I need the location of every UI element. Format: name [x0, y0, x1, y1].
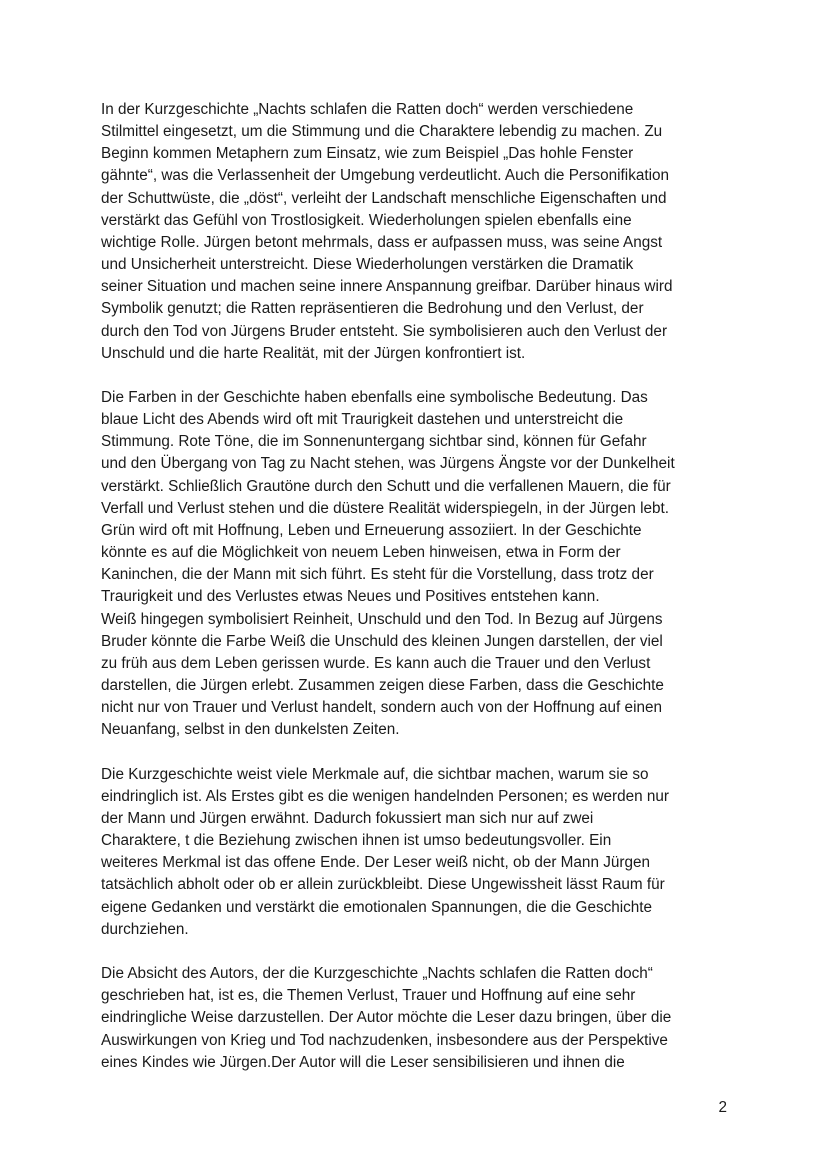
paragraph-merkmale: Die Kurzgeschichte weist viele Merkmale auf, die sichtbar machen, warum sie so eindringlich ist. Als Erstes gibt es die wenigen handelnden Personen; es werden nur der Mann und Jürgen erwähnt. Dadurch fokussiert man sich nur auf zwei Charaktere, t die Beziehung zwischen ihnen ist umso bedeutungsvoller. Ein weiteres Merkmal ist das offene Ende. Der Leser weiß nicht, ob der Mann Jürgen tatsächlich abholt oder ob er allein zurückbleibt. Diese Ungewissheit lässt Raum für eigene Gedanken und verstärkt die emotionalen Spannungen, die die Geschichte durchziehen. [101, 765, 670, 938]
paragraph-stilmittel: In der Kurzgeschichte „Nachts schlafen die Ratten doch“ werden verschiedene Stilmittel eingesetzt, um die Stimmung und die Charaktere lebendig zu machen. Zu Beginn kommen Metaphern zum Einsatz, wie zum Beispiel „Das hohle Fenster gähnte“, was die Verlassenheit der Umgebung verdeutlicht. Auch die Personifikation der Schuttwüste, die „döst“, verleiht der Landschaft menschliche Eigenschaften und verstärkt das Gefühl von Trostlosigkeit. Wiederholungen spielen ebenfalls eine wichtige Rolle. Jürgen betont mehrmals, dass er aufpassen muss, was seine Angst und Unsicherheit unterstreicht. Diese Wiederholungen verstärken die Dramatik seiner Situation und machen seine innere Anspannung greifbar. Darüber hinaus wird Symbolik genutzt; die Ratten repräsentieren die Bedrohung und den Verlust, der durch den Tod von Jürgens Bruder entsteht. Sie symbolisieren auch den Verlust der Unschuld und die harte Realität, mit der Jürgen konfrontiert ist. [101, 101, 673, 362]
paragraph-farben: Die Farben in der Geschichte haben ebenfalls eine symbolische Bedeutung. Das blaue Licht des Abends wird oft mit Traurigkeit dastehen und unterstreicht die Stimmung. Rote Töne, die im Sonnenuntergang sichtbar sind, können für Gefahr und den Übergang von Tag zu Nacht stehen, was Jürgens Ängste vor der Dunkelheit verstärkt. Schließlich Grautöne durch den Schutt und die verfallenen Mauern, die für Verfall und Verlust stehen und die düstere Realität widerspiegeln, in der Jürgen lebt. Grün wird oft mit Hoffnung, Leben und Erneuerung assoziiert. In der Geschichte könnte es auf die Möglichkeit von neuem Leben hinweisen, etwa in Form der Kaninchen, die der Mann mit sich führt. Es steht für die Vorstellung, dass trotz der Traurigkeit und des Verlustes etwas Neues und Positives entstehen kann. Weiß hingegen symbolisiert Reinheit, Unschuld und den Tod. In Bezug auf Jürgens Bruder könnte die Farbe Weiß die Unschuld des kleinen Jungen darstellen, der viel zu früh aus dem Leben gerissen wurde. Es kann auch die Trauer und den Verlust darstellen, die Jürgen erlebt. Zusammen zeigen diese Farben, dass die Geschichte nicht nur von Trauer und Verlust handelt, sondern auch von der Hoffnung auf einen Neuanfang, selbst in den dunkelsten Zeiten. [101, 389, 675, 739]
page-number: 2 [718, 1099, 727, 1116]
paragraph-absicht: Die Absicht des Autors, der die Kurzgeschichte „Nachts schlafen die Ratten doch“ geschrieben hat, ist es, die Themen Verlust, Trauer und Hoffnung auf eine sehr eindringliche Weise darzustellen. Der Autor möchte die Leser dazu bringen, über die Auswirkungen von Krieg und Tod nachzudenken, insbesondere aus der Perspektive eines Kindes wie Jürgen.Der Autor will die Leser sensibilisieren und ihnen die [101, 965, 672, 1071]
page-body [101, 99, 741, 1096]
